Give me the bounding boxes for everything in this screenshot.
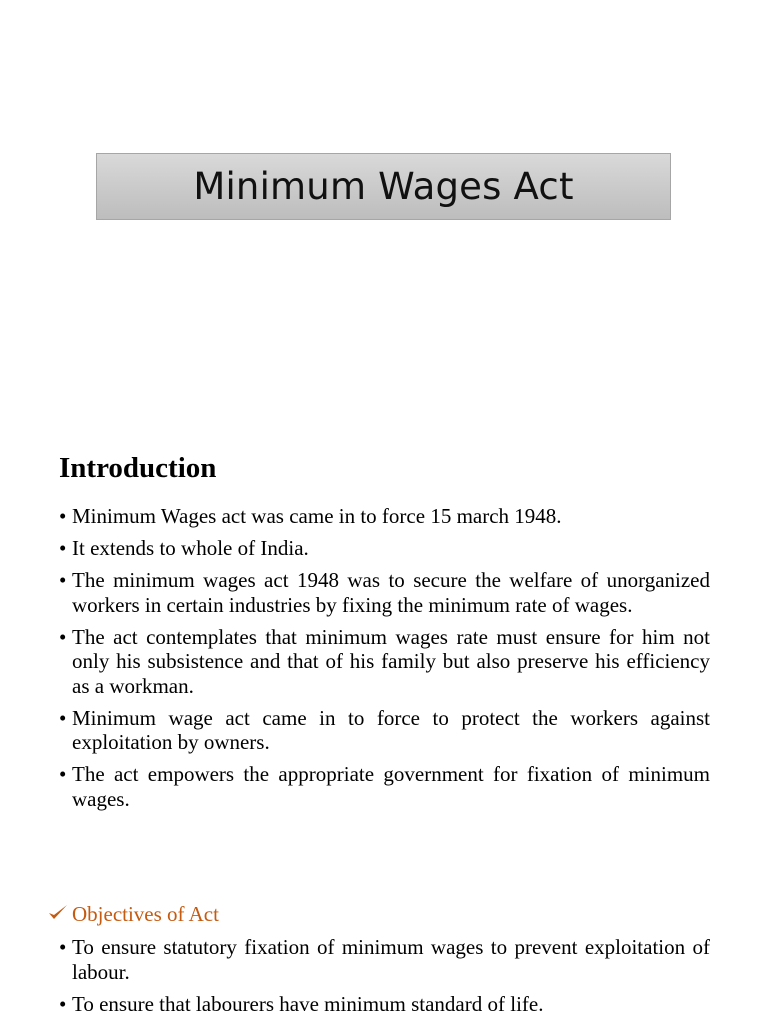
introduction-list bbox=[59, 504, 710, 819]
page-title: Minimum Wages Act bbox=[193, 165, 574, 208]
list-item: • To ensure statutory fixation of minimum wages to prevent exploitation of labour. bbox=[59, 935, 710, 984]
bullet-icon: • bbox=[59, 568, 67, 592]
list-item: • To ensure that labourers have minimum standard of life. bbox=[59, 991, 544, 1016]
objectives-heading bbox=[48, 902, 219, 927]
bullet-icon: • bbox=[59, 624, 67, 649]
checkmark-icon bbox=[48, 902, 68, 927]
list-item: • The act empowers the appropriate government for fixation of minimum wages. bbox=[59, 762, 710, 811]
list-item: • It extends to whole of India. bbox=[59, 536, 309, 560]
bullet-icon: • bbox=[59, 536, 67, 560]
bullet-icon: • bbox=[59, 705, 67, 730]
objectives-list bbox=[59, 935, 710, 1024]
list-item: • The minimum wages act 1948 was to secure the welfare of unorganized workers in certain industries by fixing the minimum rate of wages. bbox=[59, 568, 710, 617]
bullet-icon: • bbox=[59, 991, 67, 1016]
list-item: • The act contemplates that minimum wages rate must ensure for him not only his subsistence and that of his family but also preserve his efficiency as a workman. bbox=[59, 624, 710, 698]
bullet-icon: • bbox=[59, 504, 67, 528]
introduction-heading: Introduction bbox=[59, 452, 217, 484]
title-banner bbox=[96, 153, 671, 220]
bullet-icon: • bbox=[59, 762, 67, 786]
objectives-heading-label: Objectives of Act bbox=[72, 902, 219, 926]
list-item: • Minimum wage act came in to force to protect the workers against exploitation by owners. bbox=[59, 705, 710, 754]
list-item: • Minimum Wages act was came in to force 15 march 1948. bbox=[59, 504, 562, 528]
bullet-icon: • bbox=[59, 935, 67, 959]
